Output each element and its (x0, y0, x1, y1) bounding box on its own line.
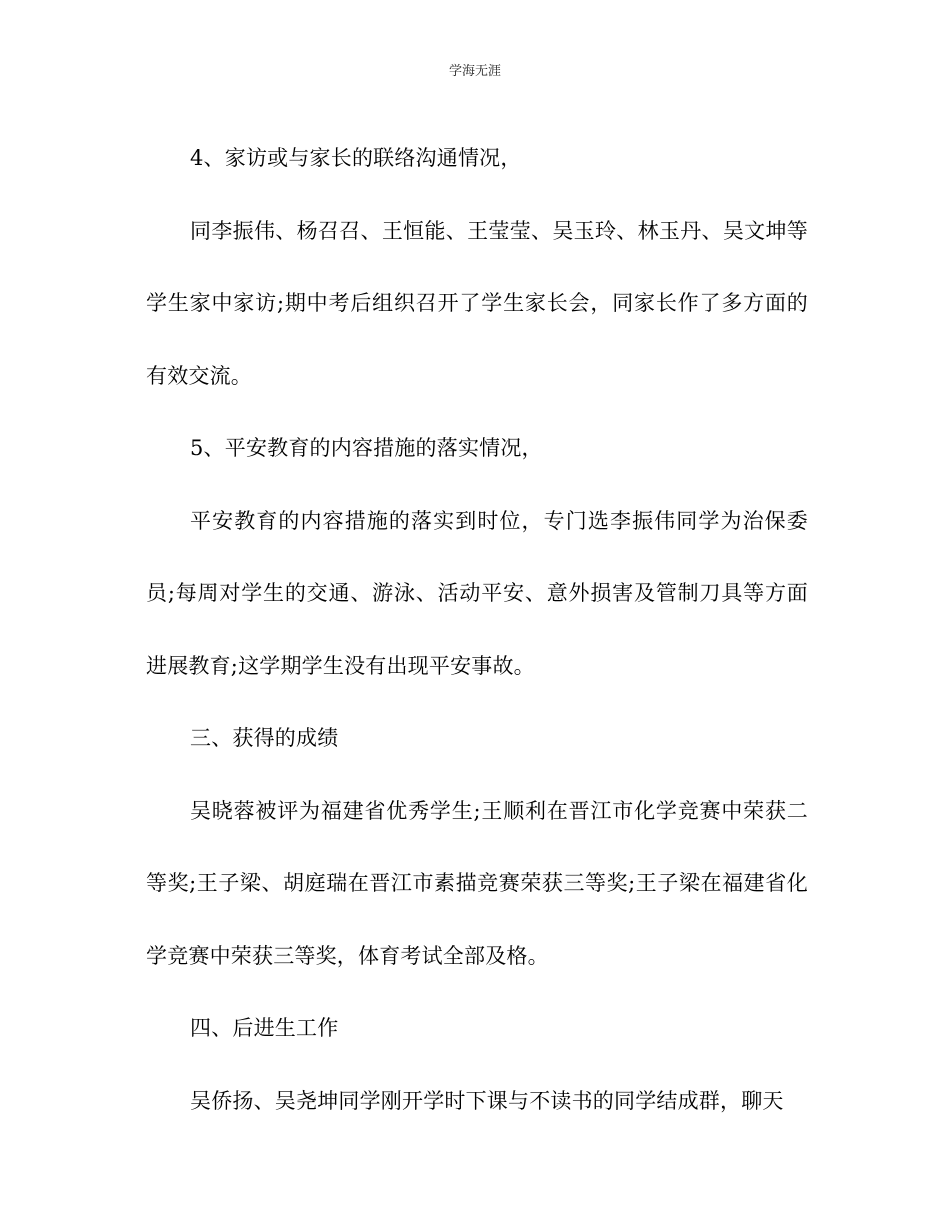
document-body (146, 122, 808, 1137)
heading-achievements: 三、获得的成绩 (190, 726, 339, 750)
heading-safety-education: 5、平安教育的内容措施的落实情况， (190, 436, 543, 460)
paragraph-achievements: 吴晓蓉被评为福建省优秀学生;王顺利在晋江市化学竞赛中荣获二等奖;王子梁、胡庭瑞在晋江市素描竞赛荣获三等奖;王子梁在福建省化学竞赛中荣获三等奖，体育考试全部及格。 (146, 798, 808, 968)
paragraph-safety-education: 平安教育的内容措施的落实到时位，专门选李振伟同学为治保委员;每周对学生的交通、游泳、活动平安、意外损害及管制刀具等方面进展教育;这学期学生没有出现平安事故。 (146, 508, 808, 678)
paragraph-underachiever-work: 吴侨扬、吴尧坤同学刚开学时下课与不读书的同学结成群，聊天 (190, 1088, 784, 1113)
heading-home-visits: 4、家访或与家长的联络沟通情况， (190, 146, 522, 170)
paragraph-home-visits: 同李振伟、杨召召、王恒能、王莹莹、吴玉玲、林玉丹、吴文坤等学生家中家访;期中考后组织召开了学生家长会，同家长作了多方面的有效交流。 (146, 218, 808, 388)
heading-underachiever-work: 四、后进生工作 (190, 1016, 339, 1040)
page-header: 学海无涯 (448, 64, 501, 79)
